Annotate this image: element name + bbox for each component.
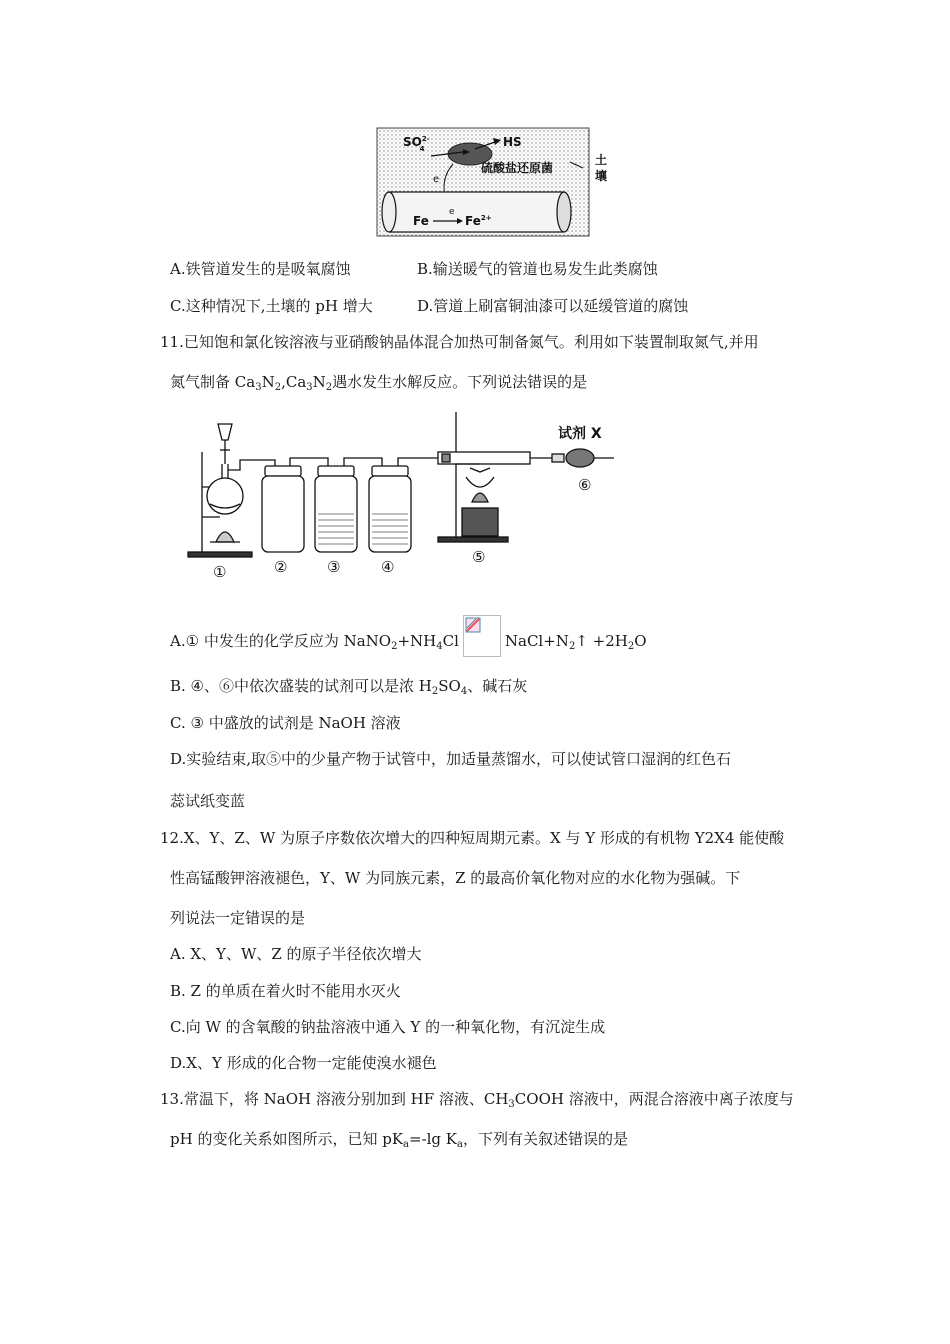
q10-option-c: C.这种情况下,土壤的 pH 增大 [170, 297, 373, 315]
q12-option-d: D.X、Y 形成的化合物一定能使溴水褪色 [170, 1054, 437, 1072]
apparatus-5-tube-furnace [438, 412, 552, 542]
q12-option-c: C.向 W 的含氧酸的钠盐溶液中通入 Y 的一种氧化物，有沉淀生成 [170, 1018, 606, 1036]
q11-option-d-line1: D.实验结束,取⑤中的少量产物于试管中，加适量蒸馏水，可以使试管口湿润的红色石 [170, 750, 732, 768]
q12-stem-line2: 性高锰酸钾溶液褪色，Y、W 为同族元素，Z 的最高价氧化物对应的水化物为强碱。下 [170, 869, 741, 887]
q11-option-b: B. ④、⑥中依次盛装的试剂可以是浓 $H_2SO_4$、碱石灰 [170, 677, 528, 697]
so4-label: $SO^{2-}4$ [403, 135, 430, 153]
q12-stem-line3: 列说法一定错误的是 [170, 909, 306, 927]
svg-text:②: ② [274, 558, 288, 576]
svg-text:④: ④ [381, 558, 395, 576]
fe-left-label: Fe [413, 214, 429, 228]
apparatus-1-flask [188, 424, 262, 557]
heating-condition-icon [463, 615, 501, 657]
apparatus-6-drying-tube [552, 449, 614, 467]
q12-option-b: B. Z 的单质在着火时不能用水灭火 [170, 982, 401, 1000]
apparatus-figure [180, 402, 620, 587]
svg-text:①: ① [213, 563, 227, 581]
q10-option-b: B.输送暖气的管道也易发生此类腐蚀 [417, 260, 658, 278]
q11-option-a: A.① 中发生的化学反应为 $NaNO_2+NH_4Cl$ $NaCl+N_2↑ +2H_2O$ [170, 621, 647, 663]
fe-right-label: $Fe^{2+}$ [465, 214, 492, 228]
q10-option-d: D.管道上刷富铜油漆可以延缓管道的腐蚀 [417, 297, 689, 315]
svg-text:③: ③ [327, 558, 341, 576]
q13-stem-line1: 13.常温下，将 NaOH 溶液分别加到 HF 溶液、$CH_3COOH$ 溶液中，两混合溶液中离子浓度与 [160, 1090, 794, 1110]
corrosion-figure [375, 126, 615, 238]
soil-label: 土 [595, 153, 608, 167]
q11-stem-line1: 11.已知饱和氯化铵溶液与亚硝酸钠晶体混合加热可制备氮气。利用如下装置制取氮气,并用 [160, 333, 759, 351]
q11-option-d-line2: 蕊试纸变蓝 [170, 792, 246, 810]
svg-text:e: e [449, 207, 455, 217]
reagent-x-label: 试剂 X [558, 426, 602, 442]
q12-stem-line1: 12.X、Y、Z、W 为原子序数依次增大的四种短周期元素。X 与 Y 形成的有机物 Y2X4 能使酸 [160, 829, 785, 847]
bacteria-label: 硫酸盐还原菌 [481, 161, 554, 175]
svg-text:e: e [433, 174, 440, 185]
svg-text:⑤: ⑤ [472, 548, 486, 566]
svg-text:⑥: ⑥ [578, 476, 592, 494]
svg-text:壤: 壤 [595, 169, 608, 183]
apparatus-2-bottle [262, 458, 320, 552]
hs-label: HS [503, 135, 522, 149]
apparatus-3-bottle [315, 458, 376, 552]
q13-stem-line2: pH 的变化关系如图所示，已知 $pK_a=-\lg$ $K_a$，下列有关叙述错误的是 [170, 1130, 628, 1150]
q12-option-a: A. X、Y、W、Z 的原子半径依次增大 [170, 945, 422, 963]
q11-option-c: C. ③ 中盛放的试剂是 NaOH 溶液 [170, 714, 401, 732]
apparatus-4-bottle [369, 458, 438, 552]
q10-option-a: A.铁管道发生的是吸氧腐蚀 [170, 260, 351, 278]
q11-stem-line2: 氮气制备 $Ca_3N_2,Ca_3N_2$遇水发生水解反应。下列说法错误的是 [170, 373, 588, 393]
